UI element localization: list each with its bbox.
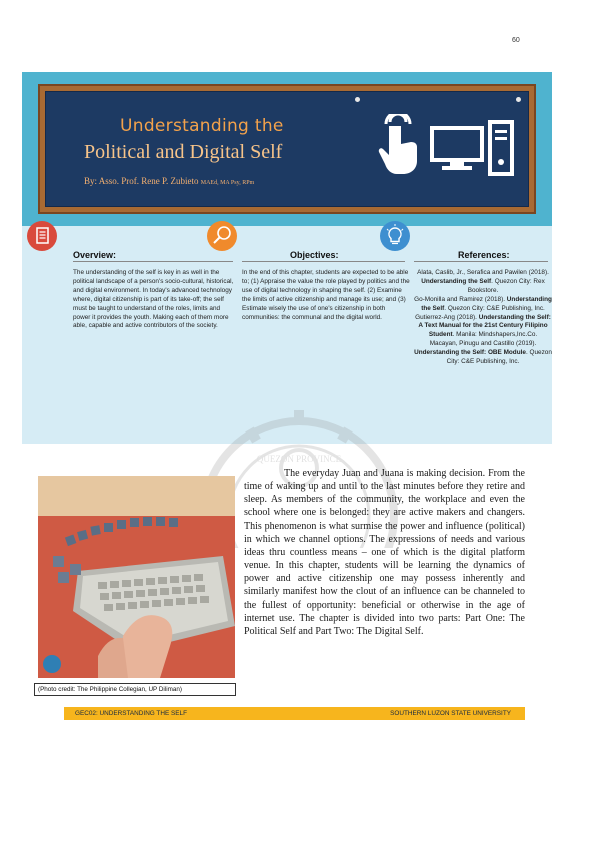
reference-item: Gutierrez-Ang (2018). Understanding the Self: A Text Manual for the 21st Century Filipino Student. Manila: Mindshapers,Inc.Co. bbox=[415, 313, 551, 339]
objectives-divider bbox=[242, 261, 405, 262]
footer-course: GEC02: UNDERSTANDING THE SELF bbox=[75, 710, 187, 717]
footer-university: SOUTHERN LUZON STATE UNIVERSITY bbox=[390, 710, 511, 717]
magnifier-icon bbox=[207, 221, 237, 251]
chalkboard-frame bbox=[38, 84, 536, 214]
header-banner bbox=[22, 72, 552, 226]
references-divider bbox=[414, 261, 548, 262]
pin-icon bbox=[516, 97, 521, 102]
reference-item: Macayan, Pinugu and Castillo (2019). Understanding the Self: OBE Module. Quezon City: C&E Publishing, Inc. bbox=[414, 340, 552, 366]
tap-computer-icon bbox=[376, 114, 526, 178]
references-heading: References: bbox=[458, 250, 510, 260]
overview-divider bbox=[73, 261, 233, 262]
document-icon bbox=[27, 221, 57, 251]
intro-paragraph: The everyday Juan and Juana is making decision. From the time of waking up and until to the last minutes before they retire and sleep. As members of the community, the workplace and even the school where one is belonged: they are active makers and changers. This phenomenon is what surmise the power and influence (political) in which we channel options. The expressions of needs and various ideas thru countless means – one of which is the digital platform venue. In this chapter, students will be learning the dynamics of power and active citizenship one may possess inherently and similarly manifest how the clout of an influence can be channeled to the fullest of opportunity: beneficial or otherwise in the age of internet use. The chapter is divided into two parts: Part One: The Political Self and Part Two: The Digital Self. bbox=[244, 468, 525, 637]
references-list bbox=[414, 269, 552, 367]
overview-heading: Overview: bbox=[73, 250, 117, 260]
page-number: 60 bbox=[512, 37, 520, 44]
author-byline bbox=[84, 176, 254, 186]
reference-item: Go-Monilla and Ramirez (2018). Understanding the Self. Quezon City: C&E Publishing, Inc. bbox=[414, 295, 552, 312]
photo-caption: (Photo credit: The Philippine Collegian, UP Diliman) bbox=[34, 683, 236, 696]
keyboard-photo bbox=[38, 476, 235, 678]
watermark-text: QUEZON PROVINCE bbox=[256, 454, 342, 464]
chapter-title-line1: Understanding the bbox=[120, 116, 284, 136]
chapter-title-line2: Political and Digital Self bbox=[84, 141, 283, 163]
pin-icon bbox=[355, 97, 360, 102]
author-credentials: MAEd, MA Psy, RPm bbox=[200, 180, 255, 186]
author-name: By: Asso. Prof. Rene P. Zubieto bbox=[84, 176, 199, 186]
lightbulb-icon bbox=[380, 221, 410, 251]
footer-bar bbox=[64, 707, 525, 720]
reference-item: Alata, Caslib, Jr., Serafica and Pawilen (2018). Understanding the Self. Quezon City: Rex Bookstore. bbox=[417, 269, 549, 294]
overview-text: The understanding of the self is key in as well in the political landscape of a person's socio-cultural, historical, and digital environment. In today's advanced technology where, digital citizenship is part of its take-off; the self must be taught to understand of the roles, limits and power it provides the youth. Making each of them more able, capable and active contributors of the society. bbox=[73, 269, 234, 330]
chalkboard bbox=[45, 91, 529, 207]
objectives-heading: Objectives: bbox=[290, 250, 339, 260]
objectives-text: In the end of this chapter, students are expected to be able to; (1) Appraise the value the role played by politics and the use of digital technology in shaping the self. (2) Examine the limits of active citizenship and manage its use; and (3) Estimate wisely the use of one's citizenship in both communities: the communal and the digital world. bbox=[242, 269, 410, 321]
